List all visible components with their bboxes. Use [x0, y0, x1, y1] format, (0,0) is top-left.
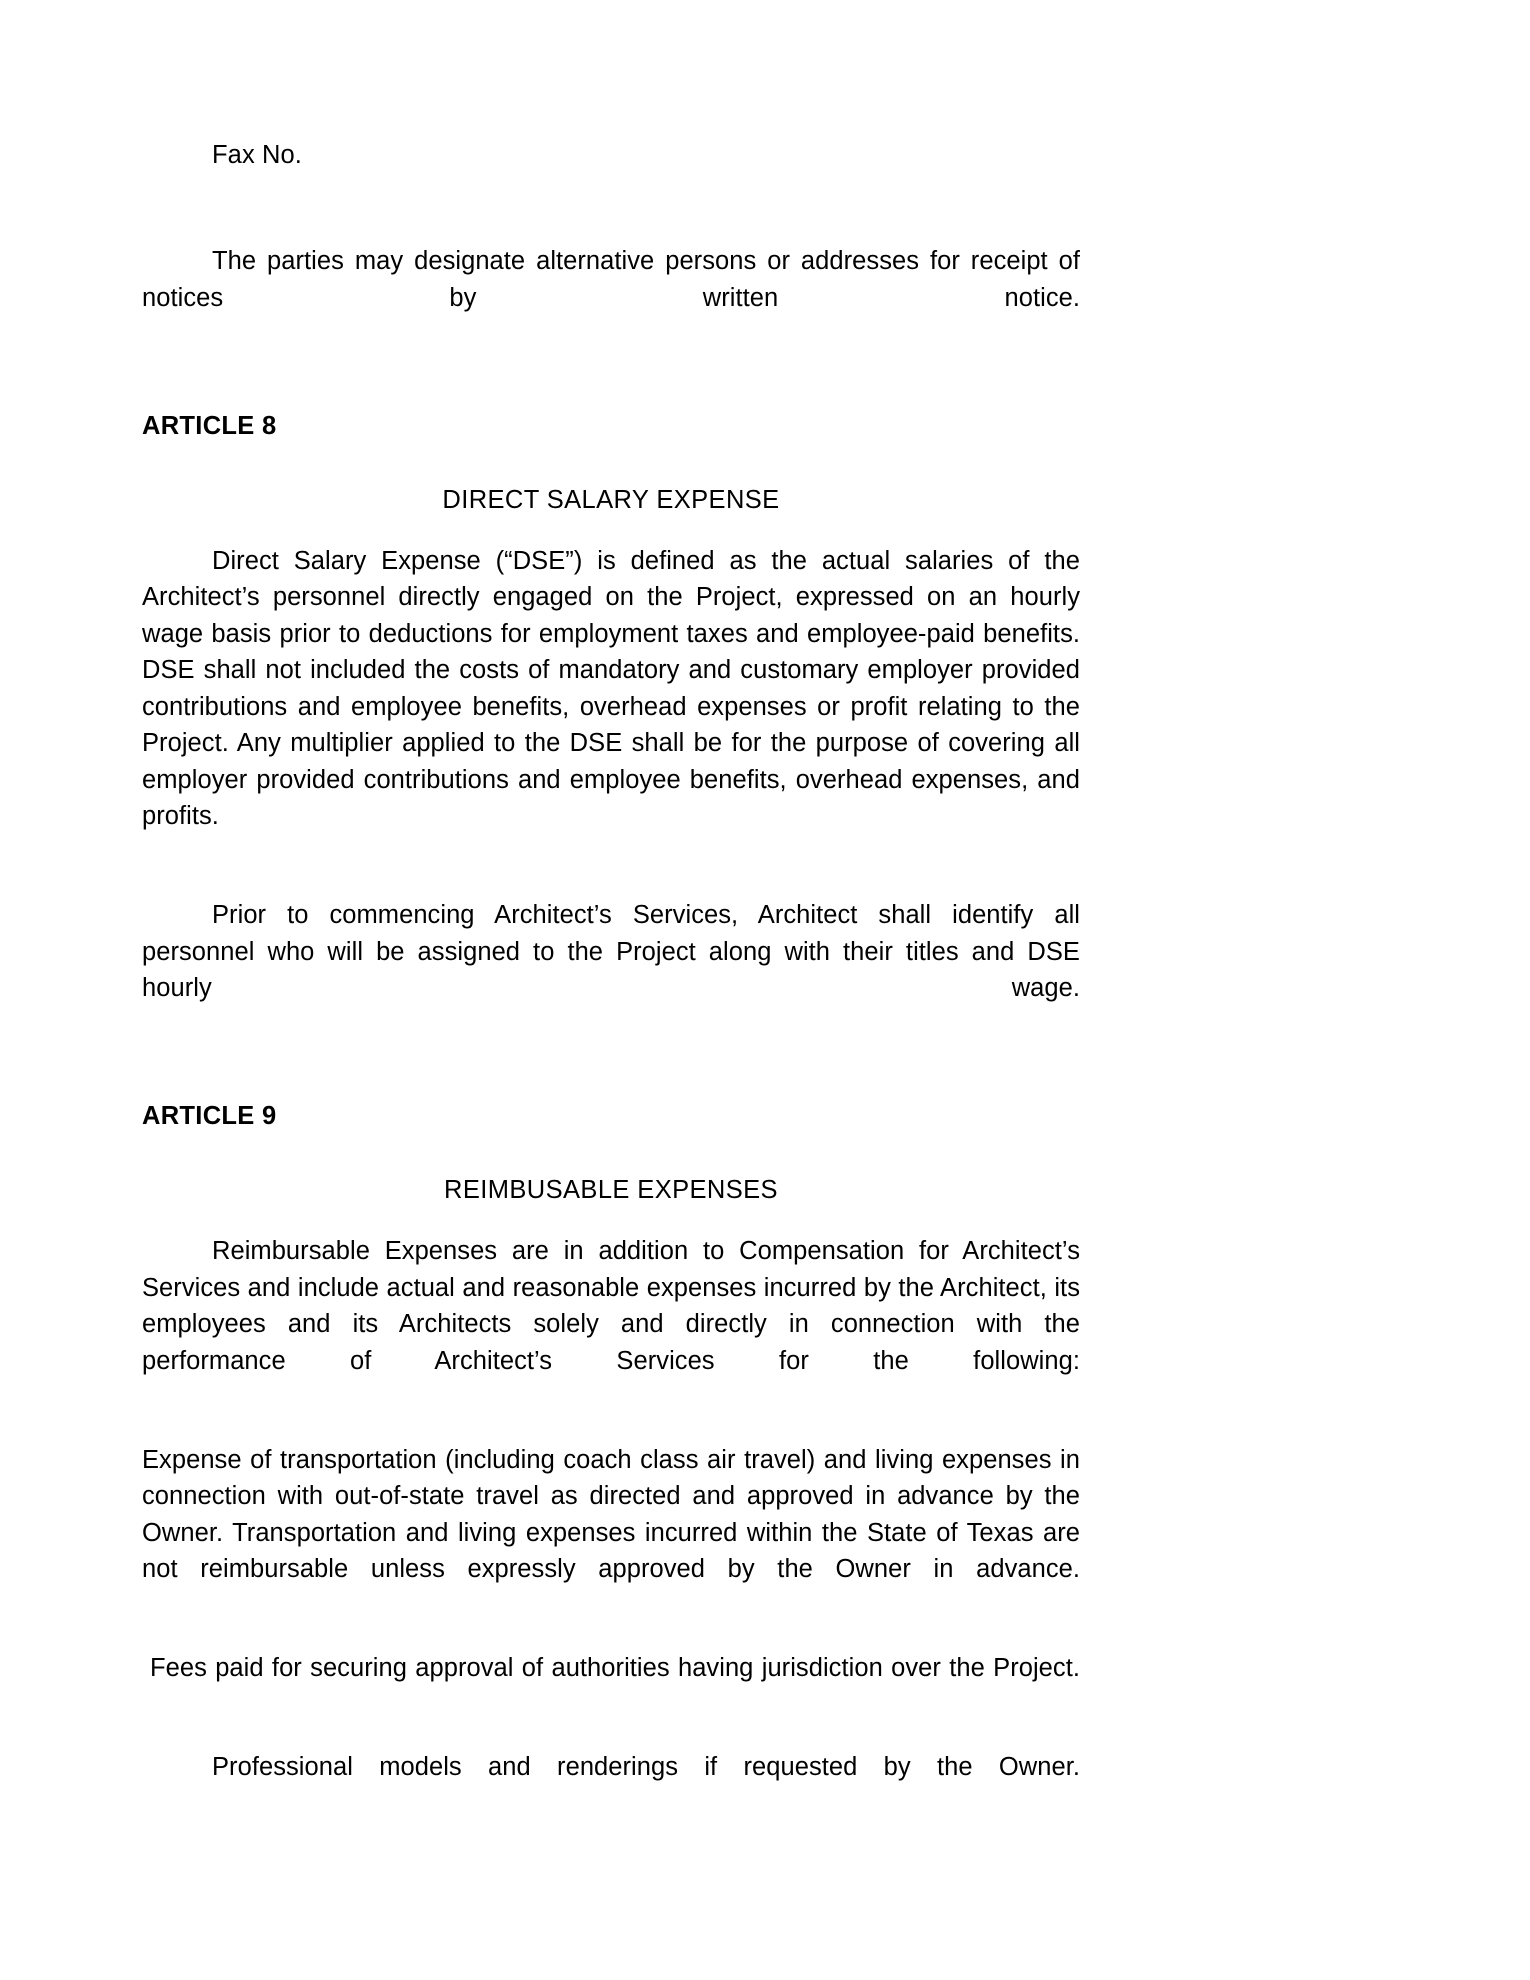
spacer — [142, 871, 1080, 897]
article-9-paragraph-transportation: Expense of transportation (including coach class air travel) and living expenses in connection with out-of-state travel as directed and approved in advance by the Owner. Transportation and living expenses incurred within the State of Texas are not reimbursable unless expressly approved by the Owner in advance. — [142, 1445, 1080, 1583]
document-text-column — [142, 0, 1080, 1822]
spacer — [142, 353, 1080, 409]
article-8-paragraph-1: Direct Salary Expense (“DSE”) is defined as the actual salaries of the Architect’s personnel directly engaged on the Project, expressed on an hourly wage basis prior to deductions for employment taxes and employee-paid benefits. DSE shall not included the costs of mandatory and customary employer provided contributions and employee benefits, overhead expenses or profit relating to the Project. Any multiplier applied to the DSE shall be for the purpose of covering all employer provided contributions and employee benefits, overhead expenses, and profits. — [142, 546, 1080, 830]
article-8-title: DIRECT SALARY EXPENSE — [442, 485, 780, 514]
spacer — [142, 1133, 1080, 1173]
spacer — [142, 1207, 1080, 1233]
spacer — [142, 1416, 1080, 1442]
fax-number-label: Fax No. — [212, 141, 302, 169]
article-8-heading: ARTICLE 8 — [142, 411, 277, 440]
notices-paragraph: The parties may designate alternative persons or addresses for receipt of notices by written notice. — [142, 247, 1080, 312]
spacer — [142, 173, 1080, 243]
article-9-paragraph-1: Reimbursable Expenses are in addition to Compensation for Architect’s Services and include actual and reasonable expenses incurred by the Architect, its employees and its Architects solely and directly in connection with the performance of Architect’s Services for the following: — [142, 1237, 1080, 1375]
article-9-paragraph-models: Professional models and renderings if requested by the Owner. — [212, 1753, 1080, 1781]
spacer — [142, 517, 1080, 543]
article-9-heading: ARTICLE 9 — [142, 1102, 277, 1130]
article-9-paragraph-fees: Fees paid for securing approval of authorities having jurisdiction over the Project. — [150, 1654, 1080, 1682]
spacer — [142, 1043, 1080, 1099]
spacer — [142, 1723, 1080, 1749]
article-8-paragraph-2: Prior to commencing Architect’s Services, Architect shall identify all personnel who will be assigned to the Project along with their titles and DSE hourly wage. — [142, 901, 1080, 1002]
spacer — [142, 1624, 1080, 1650]
spacer — [142, 443, 1080, 483]
article-9-title: REIMBUSABLE EXPENSES — [444, 1176, 778, 1204]
